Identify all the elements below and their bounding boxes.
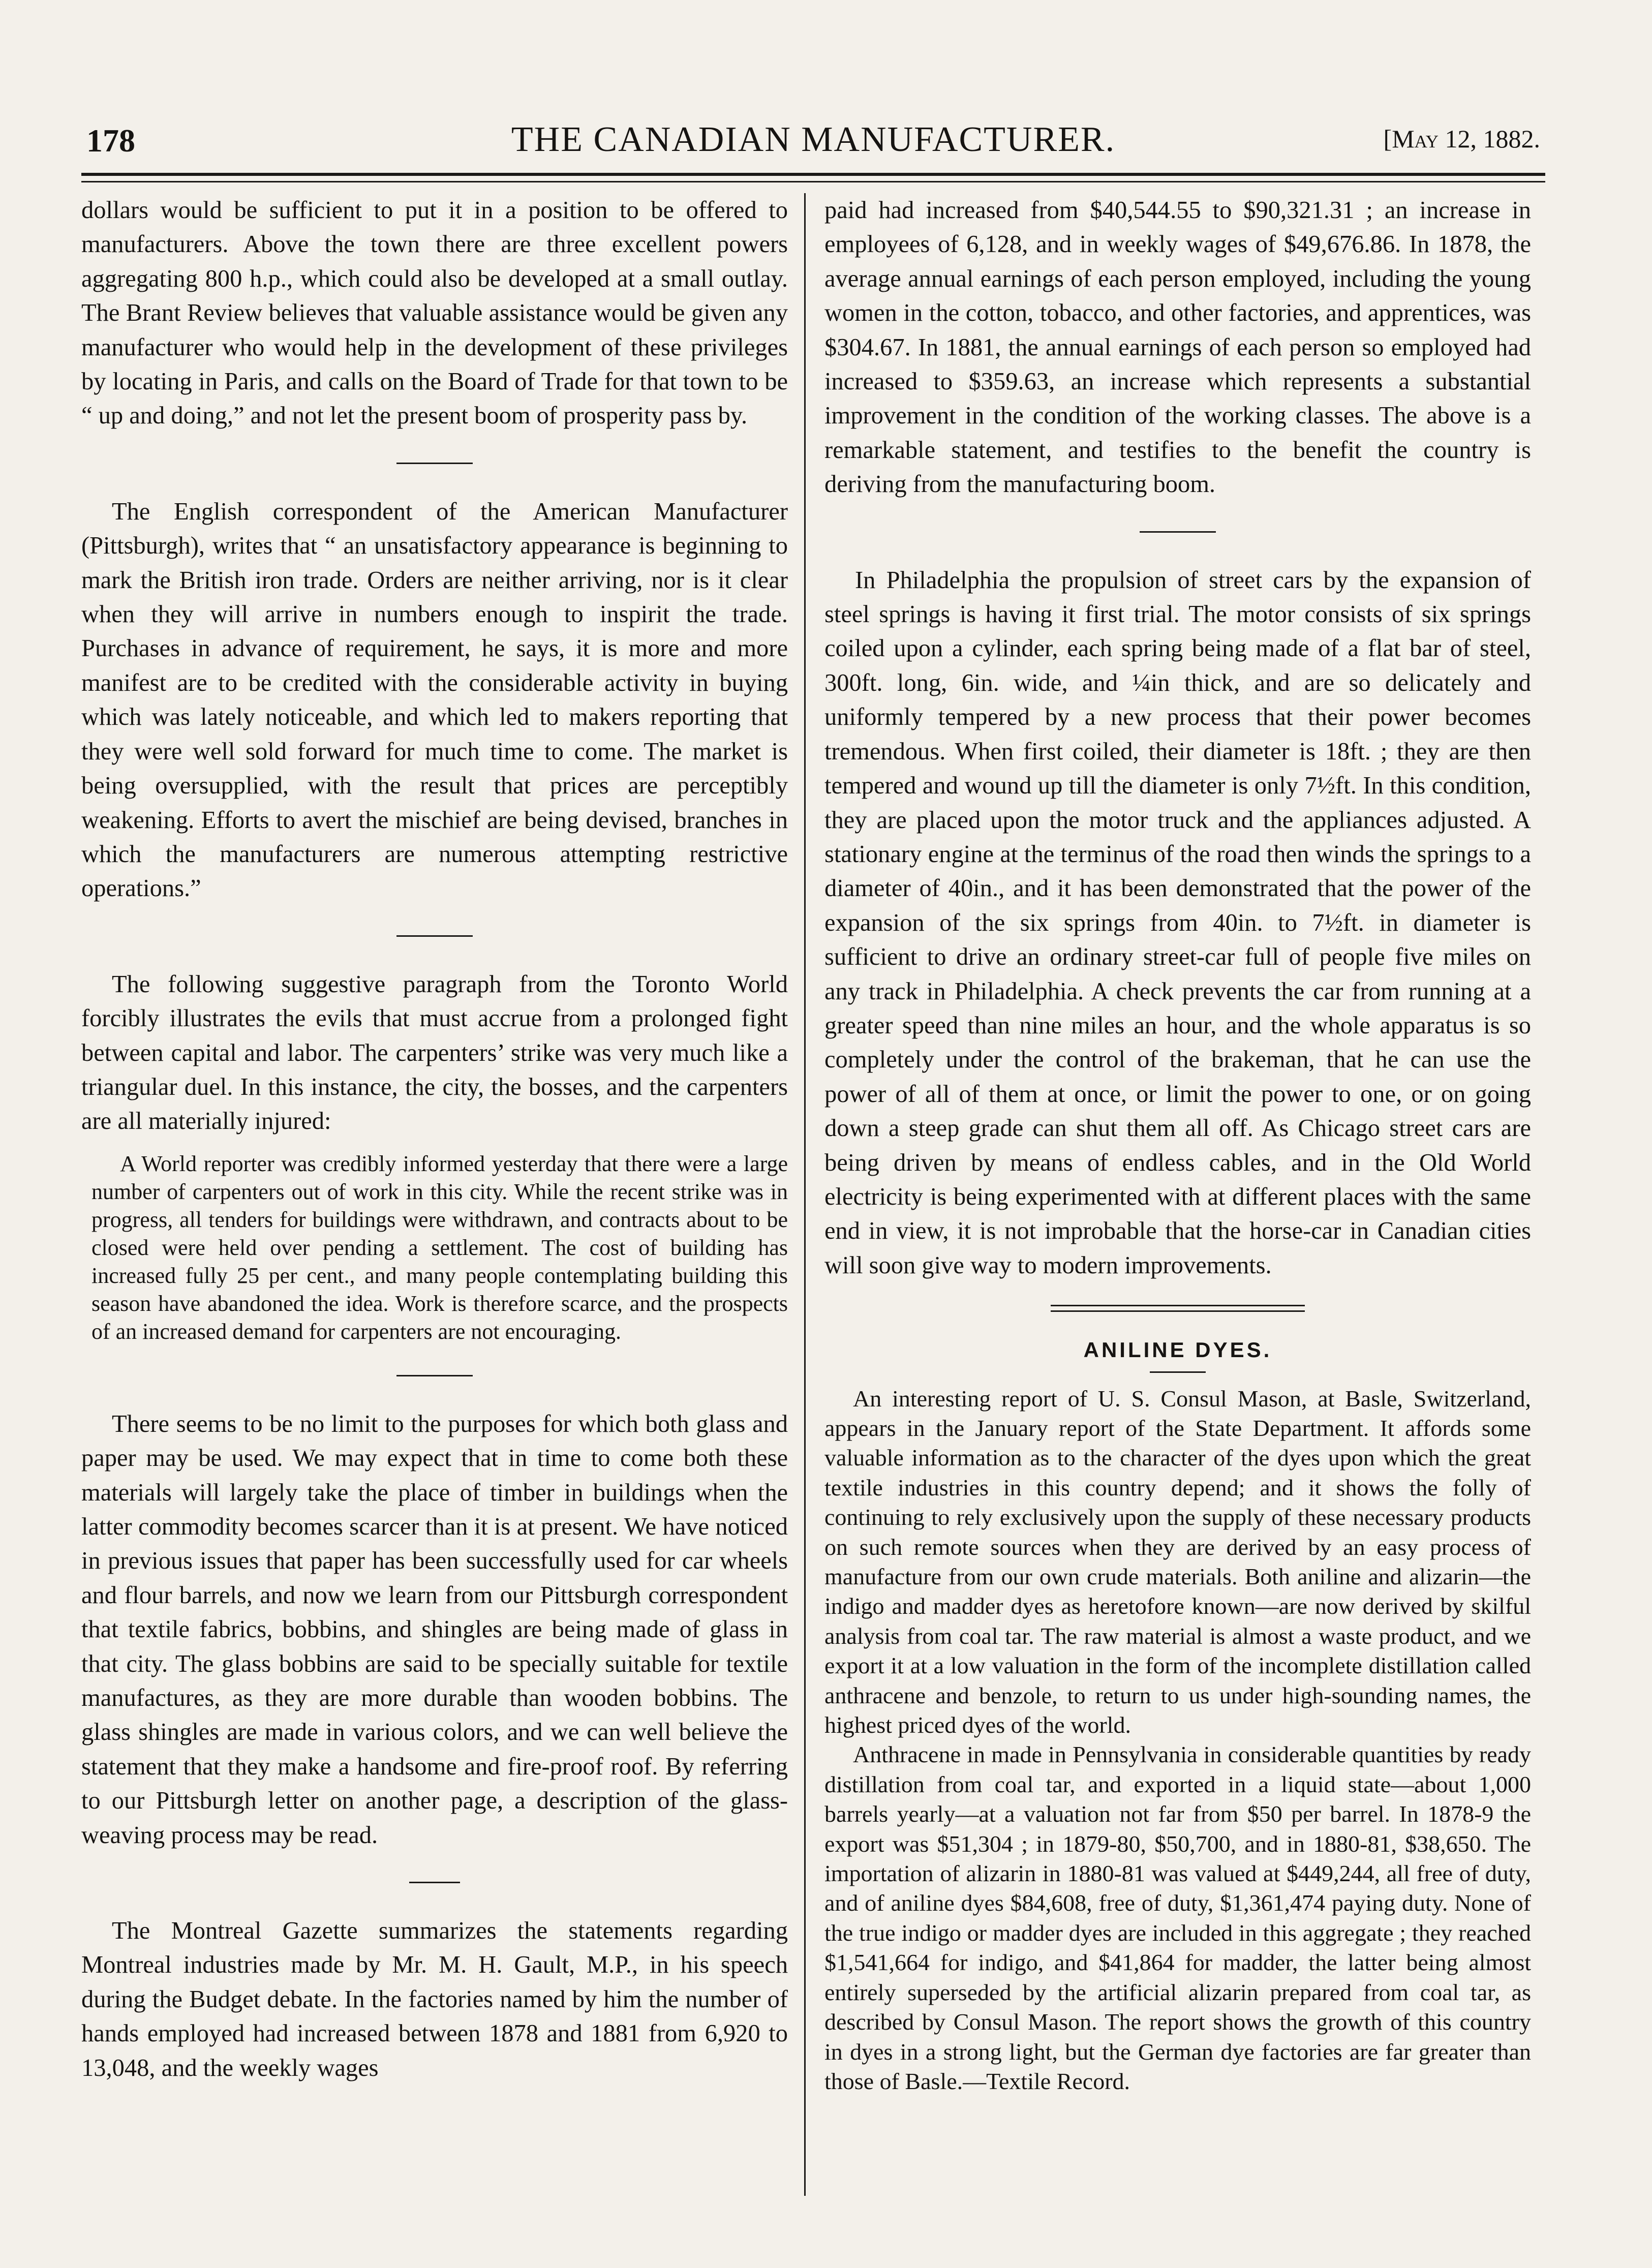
article-glass-and-paper: There seems to be no limit to the purposes for which both glass and paper may be used. We may expect that in time to come both these materials will largely take the place of timber in buildings when the latter commodity becomes scarcer than it is at present. We have noticed in previous issues that paper has been successfully used for car wheels and flour barrels, and now we learn from our Pittsburgh correspondent that textile fabrics, bobbins, and shingles are being made of glass in that city. The glass bobbins are said to be specially suitable for textile manufactures, as they are more durable than wooden bobbins. The glass shingles are made in various colors, and we can well believe the statement that they make a handsome and fire-proof roof. By referring to our Pittsburgh letter on another page, a description of the glass-weaving process may be read. — [81, 1410, 788, 1849]
section-divider — [396, 463, 473, 464]
column-divider — [804, 193, 806, 2196]
quoted-world-report: A World reporter was credibly informed yesterday that there were a large number of carpenters out of work in this city. While the recent strike was in progress, all tenders for buildings were withdrawn, and contracts about to be closed were held over pending a settlement. The cost of building has increased fully 25 per cent., and many people contemplating building this season have abandoned the idea. Work is therefore scarce, and the prospects of an increased demand for carpenters are not encouraging. — [91, 1151, 788, 1344]
article-aniline-dyes-intro: An interesting report of U. S. Consul Mason, at Basle, Switzerland, appears in the January report of the State Department. It affords some valuable information as to the character of the dyes upon which the great textile industries in this country depend; and it shows the folly of continuing to rely exclusively upon the supply of these necessary products on such remote sources when they are derived by an easy process of manufacture from our own crude materials. Both aniline and alizarin—the indigo and madder dyes as heretofore known—are now derived by skilful analysis from coal tar. The raw material is almost a waste product, and we export it at a low valuation in the form of the incomplete distillation called anthracene and benzole, to return to us under high-sounding names, the highest priced dyes of the world. — [824, 1385, 1531, 1738]
section-divider — [396, 1375, 473, 1376]
article-montreal-continuation: paid had increased from $40,544.55 to $90,321.31 ; an increase in employees of 6,128, and in weekly wages of $49,676.86. In 1878, the average annual earnings of each person employed, including the young women in the cotton, tobacco, and other factories, and apprentices, was $304.67. In 1881, the annual earnings of each person so employed had increased to $359.63, an increase which represents a substantial improvement in the condition of the working classes. The above is a remarkable statement, and testifies to the benefit the country is deriving from the manufacturing boom. — [824, 197, 1531, 498]
section-double-rule-top — [1051, 1305, 1305, 1306]
article-philadelphia-street-cars: In Philadelphia the propulsion of street cars by the expansion of steel springs is having it first trial. The motor consists of six springs coiled upon a cylinder, each spring being made of a flat bar of steel, 300ft. long, 6in. wide, and ¼in thick, and are so delicately and uniformly tempered by a new process that their power becomes tremendous. When first coiled, their diameter is 18ft. ; they are then tempered and wound up till the diameter is only 7½ft. In this condition, they are placed upon the motor truck and the appliances adjusted. A stationary engine at the terminus of the road then winds the springs to a diameter of 40in., and it has been demonstrated that the power of the expansion of the six springs from 40in. to 7½ft. in diameter is sufficient to drive an ordinary street-car full of people five miles on any track in Philadelphia. A check prevents the car from running at a greater speed than nine miles an hour, and the whole apparatus is so completely under the control of the brakeman, that he can use the power of all of them at once, or limit the power to one, or on going down a steep grade can shut them all off. As Chicago street cars are being driven by means of endless cables, and in the Old World electricity is being experimented with at different places with the same end in view, it is not improbable that the horse-car in Canadian cities will soon give way to modern improvements. — [824, 566, 1531, 1279]
newspaper-page — [81, 117, 1545, 2211]
page-number: 178 — [86, 122, 135, 159]
left-column — [81, 193, 788, 2206]
right-column — [824, 193, 1531, 2206]
article-montreal-industries: The Montreal Gazette summarizes the statements regarding Montreal industries made by Mr. M. H. Gault, M.P., in his speech during the Budget debate. In the factories named by him the number of hands employed had increased between 1878 and 1881 from 6,920 to 13,048, and the weekly wages — [81, 1917, 788, 2081]
heading-underline — [1150, 1371, 1206, 1373]
page-header — [81, 117, 1545, 173]
section-divider — [1140, 531, 1216, 533]
section-divider — [396, 935, 473, 937]
article-paris-continuation: dollars would be sufficient to put it in a position to be offered to manufacturers. Above the town there are three excellent powers aggregating 800 h.p., which could also be developed at a small outlay. The Brant Review believes that valuable assistance would be given any manufacturer who would help in the development of these privileges by locating in Paris, and calls on the Board of Trade for that town to be “ up and doing,” and not let the present boom of prosperity pass by. — [81, 197, 788, 430]
aniline-dyes-body — [824, 1384, 1531, 2097]
section-double-rule-bottom — [1051, 1310, 1305, 1312]
section-heading-aniline-dyes: ANILINE DYES. — [1083, 1338, 1272, 1362]
section-divider — [409, 1882, 460, 1883]
article-carpenters-strike: The following suggestive paragraph from the Toronto World forcibly illustrates the evils that must accrue from a prolonged fight between capital and labor. The carpenters’ strike was very much like a triangular duel. In this instance, the city, the bosses, and the carpenters are all materially injured: — [81, 970, 788, 1135]
masthead-title: THE CANADIAN MANUFACTURER. — [511, 120, 1116, 159]
issue-date: [May 12, 1882. — [1383, 125, 1540, 153]
header-rule-thin — [81, 181, 1545, 182]
header-rule-thick — [81, 173, 1545, 176]
article-anthracene: Anthracene in made in Pennsylvania in considerable quantities by ready distillation from coal tar, and exported in a liquid state—about 1,000 barrels yearly—at a valuation not far from $50 per barrel. In 1878-9 the export was $51,304 ; in 1879-80, $50,700, and in 1880-81, $38,650. The importation of alizarin in 1880-81 was valued at $449,244, all free of duty, and of aniline dyes $84,608, free of duty, $1,361,474 paying duty. None of the true indigo or madder dyes are included in this aggregate ; they reached $1,541,664 for indigo, and $41,864 for madder, the latter being almost entirely superseded by the artificial alizarin prepared from coal tar, as described by Consul Mason. The report shows the growth of this country in dyes in a strong light, but the German dye factories are far greater than those of Basle.—Textile Record. — [824, 1741, 1531, 2094]
article-british-iron-trade: The English correspondent of the American Manufacturer (Pittsburgh), writes that “ an unsatisfactory appearance is beginning to mark the British iron trade. Orders are neither arriving, nor is it clear when they will arrive in numbers enough to inspirit the trade. Purchases in advance of requirement, he says, it is more and more manifest are to be credited with the considerable activity in buying which was lately noticeable, and which led to makers reporting that they were well sold forward for much time to come. The market is being oversupplied, with the result that prices are perceptibly weakening. Efforts to avert the mischief are being devised, branches in which the manufacturers are numerous attempting restrictive operations.” — [81, 498, 788, 902]
